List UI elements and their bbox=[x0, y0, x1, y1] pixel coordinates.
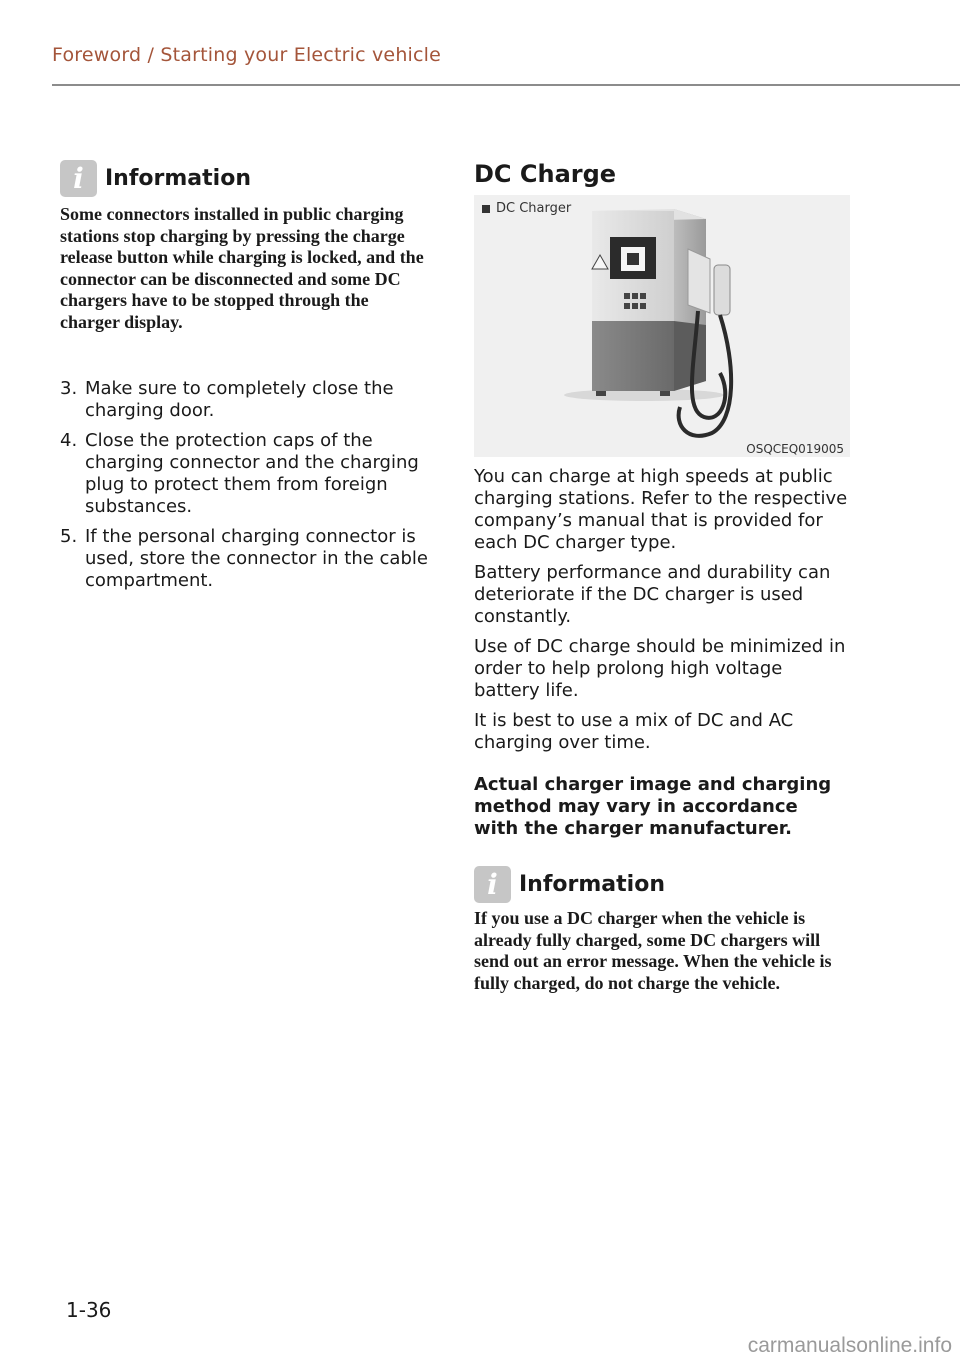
list-item bbox=[60, 430, 440, 518]
page-number: 1-36 bbox=[66, 1298, 112, 1322]
list-item bbox=[60, 526, 440, 592]
info-icon: i bbox=[474, 866, 511, 903]
step-number: 4. bbox=[60, 430, 78, 451]
paragraph: It is best to use a mix of DC and AC charging over time. bbox=[474, 710, 794, 753]
paragraph: You can charge at high speeds at public charging stations. Refer to the respective company’s manual that is provided for each DC charger type. bbox=[474, 466, 848, 553]
step-number: 5. bbox=[60, 526, 78, 547]
figure-code: OSQCEQ019005 bbox=[746, 442, 844, 456]
paragraph: Battery performance and durability can deteriorate if the DC charger is used constantly. bbox=[474, 562, 831, 627]
list-item bbox=[60, 378, 440, 422]
section-title: DC Charge bbox=[474, 160, 617, 188]
info-title: Information bbox=[105, 166, 251, 191]
steps-list bbox=[60, 378, 440, 600]
caption-square-icon bbox=[482, 205, 490, 213]
info-heading-left bbox=[60, 160, 251, 197]
breadcrumb: Foreword / Starting your Electric vehicle bbox=[52, 44, 442, 66]
info-icon: i bbox=[60, 160, 97, 197]
watermark: carmanualsonline.info bbox=[747, 1334, 952, 1357]
info-body-right: If you use a DC charger when the vehicle is already fully charged, some DC chargers will send out an error message. When the vehicle is fully charged, do not charge the vehicle. bbox=[474, 908, 832, 993]
figure-caption-text: DC Charger bbox=[496, 201, 572, 216]
step-text: Close the protection caps of the charging connector and the charging plug to protect them from foreign substances. bbox=[85, 430, 419, 517]
figure-caption bbox=[482, 201, 571, 216]
dc-charger-figure bbox=[474, 195, 850, 457]
step-text: Make sure to completely close the charging door. bbox=[85, 378, 394, 421]
info-title: Information bbox=[519, 872, 665, 897]
info-heading-right bbox=[474, 866, 665, 903]
charger-note: Actual charger image and charging method may vary in accordance with the charger manufacturer. bbox=[474, 774, 832, 839]
dc-charger-illustration bbox=[474, 195, 850, 457]
paragraph: Use of DC charge should be minimized in order to help prolong high voltage battery life. bbox=[474, 636, 846, 701]
step-number: 3. bbox=[60, 378, 78, 399]
header-divider bbox=[52, 84, 960, 86]
step-text: If the personal charging connector is used, store the connector in the cable compartment. bbox=[85, 526, 428, 591]
info-body-left: Some connectors installed in public charging stations stop charging by pressing the charge release button while charging is locked, and the connector can be disconnected and some DC chargers have to be stopped through the charger display. bbox=[60, 204, 424, 332]
dc-paragraphs bbox=[474, 466, 852, 762]
